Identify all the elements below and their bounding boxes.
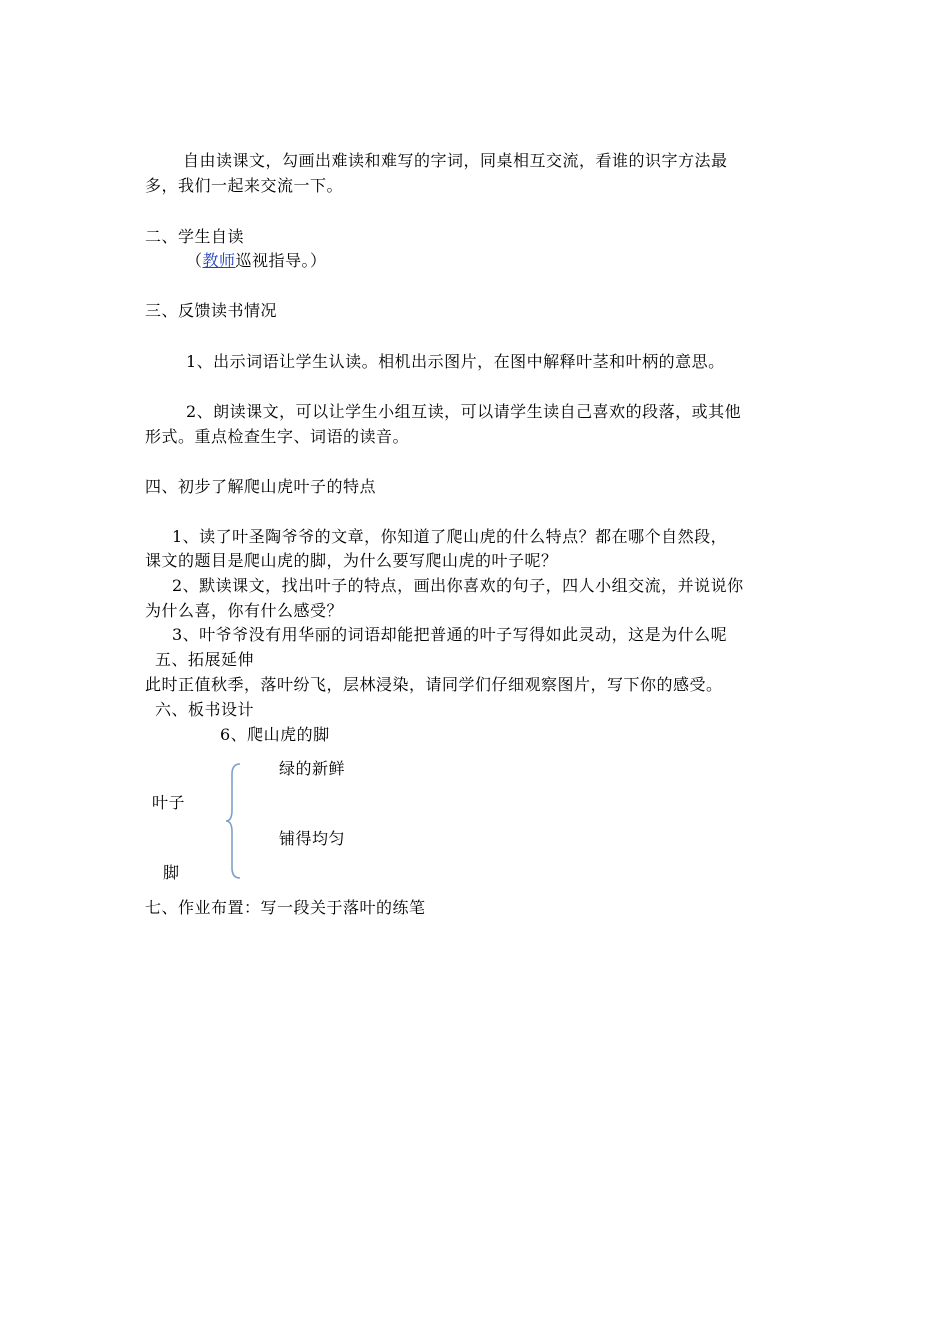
heading-section-3: 三、反馈读书情况 [145,301,278,320]
paragraph-feedback-item2-line2: 形式。重点检查生字、词语的读音。 [145,427,410,446]
paragraph-features-item2-line1: 2、默读课文，找出叶子的特点，画出你喜欢的句子，四人小组交流，并说说你 [172,576,744,595]
paragraph-feedback-item1: 1、出示词语让学生认读。相机出示图片，在图中解释叶茎和叶柄的意思。 [186,352,725,371]
teacher-note-rest: 巡视指导。） [235,251,327,270]
board-left-feet: 脚 [163,863,180,882]
board-right-item1: 绿的新鲜 [279,759,346,778]
heading-section-2: 二、学生自读 [145,227,245,246]
board-right-item2: 铺得均匀 [279,829,346,848]
paragraph-teacher-note [186,250,327,272]
paragraph-feedback-item2-line1: 2、朗读课文，可以让学生小组互读，可以请学生读自己喜欢的段落，或其他 [186,402,742,421]
heading-section-4: 四、初步了解爬山虎叶子的特点 [145,477,377,496]
heading-section-5: 五、拓展延伸 [155,650,255,669]
heading-section-6: 六、板书设计 [155,700,255,719]
curly-brace-icon [224,762,246,880]
paragraph-features-item3: 3、叶爷爷没有用华丽的词语却能把普通的叶子写得如此灵动，这是为什么呢 [172,625,728,644]
paragraph-free-reading-line1: 自由读课文，勾画出难读和难写的字词，同桌相互交流，看谁的识字方法最 [183,151,728,170]
paragraph-features-item1-line1: 1、读了叶圣陶爷爷的文章，你知道了爬山虎的什么特点？都在哪个自然段， [172,527,728,546]
paragraph-features-item2-line2: 为什么喜，你有什么感受？ [145,601,344,620]
board-title: 6、爬山虎的脚 [220,725,330,744]
paragraph-free-reading-line2: 多，我们一起来交流一下。 [145,176,344,195]
paragraph-extension: 此时正值秋季，落叶纷飞，层林浸染，请同学们仔细观察图片，写下你的感受。 [145,675,723,694]
paragraph-features-item1-line2: 课文的题目是爬山虎的脚，为什么要写爬山虎的叶子呢？ [145,551,558,570]
teacher-link[interactable]: 教师 [202,251,236,270]
paren-open: （ [186,251,203,270]
board-left-leaves: 叶子 [152,793,186,812]
heading-section-7-homework: 七、作业布置：写一段关于落叶的练笔 [145,898,426,917]
